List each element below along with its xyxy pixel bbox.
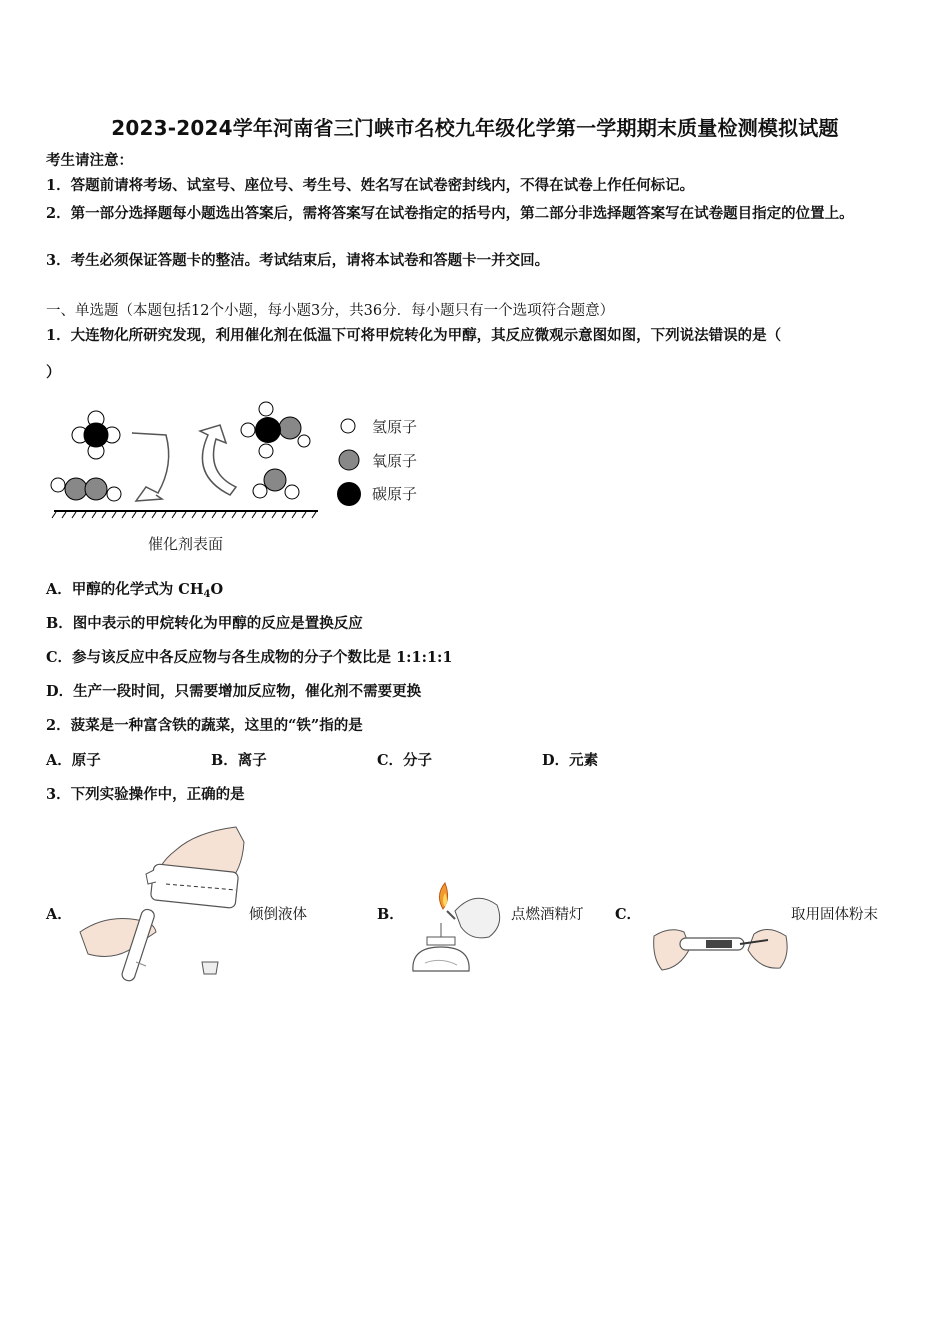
legend-carbon: 碳原子 <box>372 485 418 503</box>
reaction-diagram <box>40 395 440 560</box>
q3-option-b-caption: 点燃酒精灯 <box>511 907 584 923</box>
q1-stem-end: ） <box>46 364 61 381</box>
q3-stem: 3．下列实验操作中，正确的是 <box>46 786 245 803</box>
q2-stem: 2．菠菜是一种富含铁的蔬菜，这里的“铁”指的是 <box>46 717 363 734</box>
q1-option-b: B．图中表示的甲烷转化为甲醇的反应是置换反应 <box>46 615 363 632</box>
q3-option-c-caption: 取用固体粉末 <box>791 907 878 923</box>
notice-item-1: 1．答题前请将考场、试室号、座位号、考生号、姓名写在试卷密封线内，不得在试卷上作任何标记。 <box>46 177 695 194</box>
legend-oxygen: 氧原子 <box>372 452 418 470</box>
hydrogen-legend-icon <box>341 419 355 433</box>
q2-option-b: B．离子 <box>211 752 267 769</box>
q1-option-d: D．生产一段时间，只需要增加反应物，催化剂不需要更换 <box>46 683 422 700</box>
q1-option-c: C．参与该反应中各反应物与各生成物的分子个数比是 1:1:1:1 <box>46 649 453 666</box>
q1-stem: 1．大连物化所研究发现，利用催化剂在低温下可将甲烷转化为甲醇，其反应微观示意图如图，下列说法错误的是（ <box>46 327 782 344</box>
legend-hydrogen: 氢原子 <box>372 418 418 436</box>
section-heading: 一、单选题（本题包括12个小题，每小题3分，共36分．每小题只有一个选项符合题意） <box>46 303 615 319</box>
reactant-oxygen-molecule <box>51 478 121 501</box>
curved-arrow-icon <box>200 425 236 495</box>
water-molecule <box>253 469 299 499</box>
q3-option-a-letter: A． <box>46 906 72 923</box>
q3-option-b-letter: B． <box>377 906 404 923</box>
alcohol-lamp-illustration <box>405 875 510 985</box>
q2-option-d: D．元素 <box>542 752 599 769</box>
solid-powder-illustration <box>650 918 790 980</box>
page-title: 2023-2024学年河南省三门峡市名校九年级化学第一学期期末质量检测模拟试题 <box>111 116 839 140</box>
q2-option-a: A．原子 <box>46 752 101 769</box>
q3-option-a-caption: 倾倒液体 <box>249 907 307 923</box>
methanol-molecule <box>241 402 310 458</box>
q1-option-a: A．甲醇的化学式为 $CH_4O$ <box>46 581 224 600</box>
methane-molecule <box>72 411 120 459</box>
q2-option-c: C．分子 <box>377 752 433 769</box>
notice-heading: 考生请注意： <box>46 152 133 169</box>
q3-option-c-letter: C． <box>615 906 642 923</box>
oxygen-legend-icon <box>339 450 359 470</box>
surface-label: 催化剂表面 <box>148 535 224 553</box>
notice-item-3: 3．考生必须保证答题卡的整洁。考试结束后，请将本试卷和答题卡一并交回。 <box>46 252 550 269</box>
carbon-legend-icon <box>337 482 361 506</box>
pouring-liquid-illustration <box>76 822 246 987</box>
notice-item-2: 2．第一部分选择题每小题选出答案后，需将答案写在试卷指定的括号内，第二部分非选择题答案写在试卷题目指定的位置上。 <box>46 205 854 222</box>
